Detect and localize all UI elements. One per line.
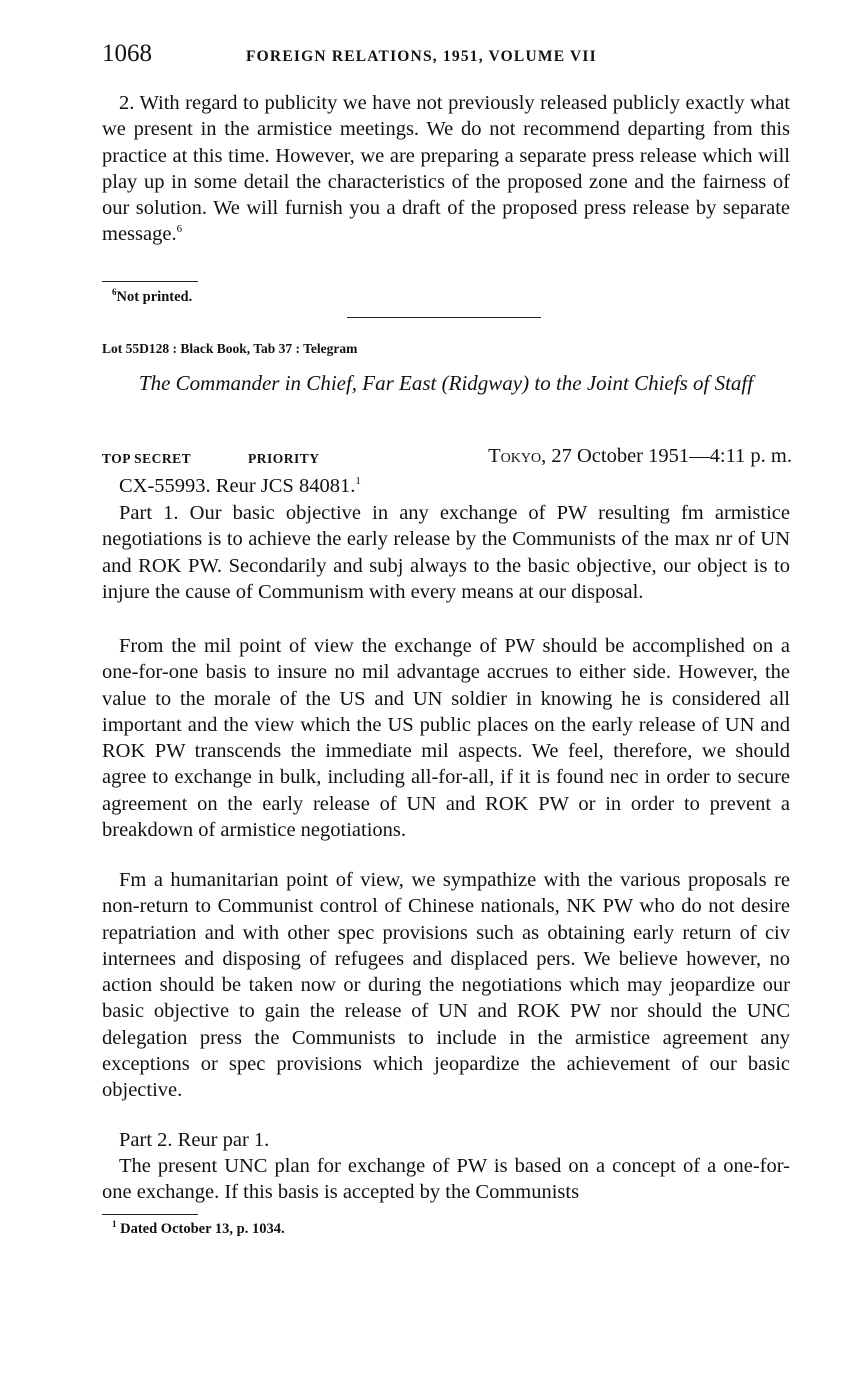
paragraph-mil-view: From the mil point of view the exchange of PW should be accomplished on a one-for-one basis to insure no mil advantage accrues to either side. However, the value to the morale of the US and UN soldier in knowing he is considered all important and the view which the US public places on the early release of UN and ROK PW transcends the immediate mil aspects. We feel, therefore, we should agree to exchange in bulk, including all-for-all, if it is found nec in order to secure agreement on the early release of UN and ROK PW or in order to prevent a breakdown of armistice negotiations. — [102, 635, 790, 842]
dateline — [488, 445, 792, 468]
section-separator — [347, 317, 541, 318]
reference-text: CX-55993. Reur JCS 84081. — [119, 475, 356, 497]
footnote-6-marker: 6 — [112, 287, 117, 298]
reference-line — [102, 473, 790, 499]
footnote-rule-top — [102, 281, 198, 282]
running-title: FOREIGN RELATIONS, 1951, VOLUME VII — [246, 48, 597, 65]
paragraph-unc-plan: The present UNC plan for exchange of PW is based on a concept of a one-for-one exchange. If this basis is accepted by the Communists — [102, 1155, 790, 1204]
footnote-1 — [112, 1221, 285, 1238]
document-meta-line — [102, 445, 792, 473]
footnote-ref-6: 6 — [176, 223, 183, 236]
footnote-6-text: Not printed. — [116, 289, 193, 305]
page-number: 1068 — [102, 40, 152, 67]
paragraph-part-1: Part 1. Our basic objective in any exchange of PW resulting fm armistice negotiations is to achieve the early release by the Communists of the max nr of UN and ROK PW. Secondarily and subj always to the basic objective, our object is to injure the cause of Communism with every means at our disposal. — [102, 502, 790, 603]
dateline-place: Tokyo — [488, 445, 542, 467]
footnote-ref-1: 1 — [355, 475, 361, 488]
intro-paragraph — [102, 90, 790, 248]
footnote-rule-bottom — [102, 1214, 198, 1215]
paragraph-humanitarian: Fm a humanitarian point of view, we sympathize with the various proposals re non-return to Communist control of Chinese nationals, NK PW who do not desire repatriation and with other spec provisions such as obtaining early return of civ internees and disposing of refugees and displaced pers. We believe however, no action should be taken now or during the negotiations which may jeopardize our basic objective to gain the release of UN and ROK PW nor should the UNC delegation press the Communists to include in the armistice agreement any exceptions or spec provisions which jeopardize the achievement of our basic objective. — [102, 869, 790, 1102]
dateline-rest: , 27 October 1951—4:11 p. m. — [541, 445, 792, 467]
paragraph-part-2: Part 2. Reur par 1. — [119, 1129, 270, 1151]
classification-label: TOP SECRET — [102, 451, 192, 466]
footnote-1-text: Dated October 13, p. 1034. — [120, 1221, 285, 1237]
footnote-6 — [112, 289, 192, 306]
document-source: Lot 55D128 : Black Book, Tab 37 : Telegram — [102, 341, 358, 356]
footnote-1-marker: 1 — [112, 1219, 117, 1230]
document-title: The Commander in Chief, Far East (Ridgway) to the Joint Chiefs of Staff — [138, 371, 754, 395]
intro-paragraph-text: 2. With regard to publicity we have not previously released publicly exactly what we present in the armistice meetings. We do not recommend departing from this practice at this time. However, we are preparing a separate press release which will play up in some detail the characteristics of the proposed zone and the fairness of our solution. We will furnish you a draft of the proposed press release by separate message. — [102, 92, 790, 246]
running-head — [102, 40, 792, 72]
precedence-label: PRIORITY — [248, 451, 320, 466]
